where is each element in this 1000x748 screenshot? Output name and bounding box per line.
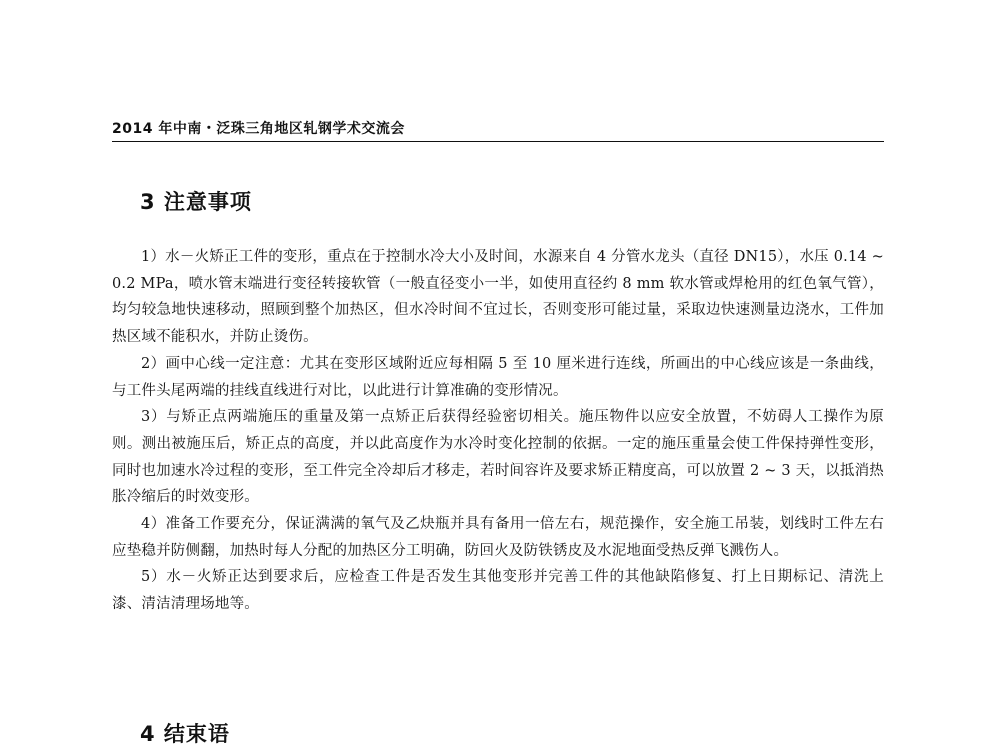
- section-heading-conclusion: 4 结束语: [140, 722, 230, 746]
- paragraph-3: 3）与矫正点两端施压的重量及第一点矫正后获得经验密切相关。施压物件以应安全放置，不妨碍人工操作为原则。测出被施压后，矫正点的高度，并以此高度作为水冷时变化控制的依据。一定的施压重量会使工件保持弹性变形，同时也加速水冷过程的变形，至工件完全冷却后才移走，若时间容许及要求矫正精度高，可以放置 2 ~ 3 天，以抵消热胀冷缩后的时效变形。: [112, 409, 884, 506]
- paragraph-4: 4）准备工作要充分，保证满满的氧气及乙炔瓶并具有备用一倍左右，规范操作，安全施工吊装，划线时工件左右应垫稳并防侧翻，加热时每人分配的加热区分工明确，防回火及防铁锈皮及水泥地面受热反弹飞溅伤人。: [112, 516, 884, 559]
- section-heading-notes: 3 注意事项: [140, 190, 252, 214]
- paragraph-2: 2）画中心线一定注意：尤其在变形区域附近应每相隔 5 至 10 厘米进行连线，所画出的中心线应该是一条曲线，与工件头尾两端的挂线直线进行对比，以此进行计算准确的变形情况。: [112, 355, 884, 399]
- header-rule: [112, 141, 884, 142]
- paragraph-5: 5）水－火矫正达到要求后，应检查工件是否发生其他变形并完善工件的其他缺陷修复、打上日期标记、清洗上漆、清洁清理场地等。: [112, 569, 884, 613]
- paragraph-1: 1）水－火矫正工件的变形，重点在于控制水冷大小及时间，水源来自 4 分管水龙头（直径 DN15），水压 0.14 ~ 0.2 MPa，喷水管末端进行变径转接软管（一般直径变小一半，如使用直径约 8 mm 软水管或焊枪用的红色氧气管），均匀较急地快速移动，照顾到整个加热区，但水冷时间不宜过长，否则变形可能过量，采取边快速测量边浇水，工件加热区域不能积水，并防止烫伤。: [112, 249, 884, 346]
- body-text: [112, 244, 884, 618]
- running-header: 2014 年中南・泛珠三角地区轧钢学术交流会: [112, 121, 405, 137]
